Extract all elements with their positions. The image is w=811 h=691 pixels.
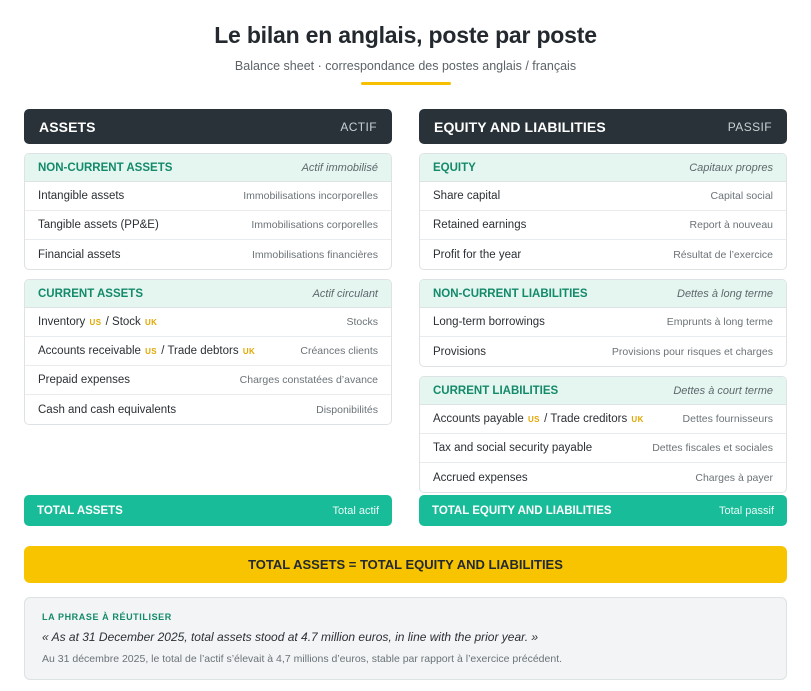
row-fr: Dettes fournisseurs (682, 413, 773, 425)
assets-column (24, 109, 392, 425)
table-row (25, 240, 391, 269)
total-assets-label: TOTAL ASSETS (37, 504, 123, 517)
row-en-us: Accounts payable (433, 413, 524, 425)
table-row (420, 434, 786, 463)
section-header (420, 154, 786, 182)
equity-liabilities-header-fr: PASSIF (727, 119, 772, 134)
uk-tag: UK (631, 414, 644, 424)
phrase-french: Au 31 décembre 2025, le total de l’actif s’élevait à 4,7 millions d’euros, stable par rapport à l’exercice précédent. (42, 653, 563, 665)
us-tag: US (89, 317, 102, 327)
row-en: Retained earnings (433, 219, 527, 231)
uk-tag: UK (242, 346, 256, 356)
phrase-label: LA PHRASE À RÉUTILISER (42, 612, 172, 622)
row-fr: Résultat de l’exercice (673, 248, 773, 261)
table-row (420, 240, 786, 269)
row-fr: Charges à payer (695, 471, 773, 484)
section-label-fr: Actif immobilisé (301, 161, 378, 174)
row-en-us: Inventory (38, 316, 86, 328)
section-label-fr: Capitaux propres (689, 161, 773, 174)
section-label: NON-CURRENT ASSETS (38, 161, 173, 174)
row-fr: Capital social (710, 190, 773, 202)
section-label-fr: Dettes à long terme (677, 287, 773, 300)
total-equity-liabilities-fr: Total passif (718, 504, 774, 517)
table-row (420, 405, 786, 434)
section-header (420, 377, 786, 405)
section-header (25, 280, 391, 308)
equity-liabilities-column (419, 109, 787, 493)
table-row (420, 337, 786, 366)
total-assets-bar (24, 495, 392, 526)
row-en-us: Accounts receivable (38, 345, 141, 357)
total-assets-fr: Total actif (332, 504, 379, 517)
accent-divider (361, 82, 451, 85)
us-tag: US (528, 414, 540, 424)
section-label-fr: Dettes à court terme (673, 384, 773, 397)
row-en: Cash and cash equivalents (38, 403, 177, 416)
row-fr: Immobilisations financières (251, 248, 378, 261)
row-en: Long-term borrowings (433, 316, 545, 328)
row-fr: Provisions pour risques et charges (611, 345, 773, 358)
total-equity-liabilities-bar (419, 495, 787, 526)
balance-equation: TOTAL ASSETS = TOTAL EQUITY AND LIABILITIES (24, 546, 787, 583)
row-fr: Report à nouveau (689, 219, 773, 231)
row-en: Accrued expenses (433, 471, 528, 484)
row-separator: / (540, 413, 551, 425)
row-fr: Stocks (346, 316, 378, 328)
row-en: Tangible assets (PP&E) (38, 219, 159, 231)
row-en (433, 413, 645, 425)
page-subtitle: Balance sheet · correspondance des postes anglais / français (234, 59, 577, 73)
row-en: Financial assets (38, 248, 121, 261)
row-en: Share capital (433, 190, 501, 202)
row-en: Provisions (433, 345, 487, 358)
row-en: Profit for the year (433, 248, 522, 261)
row-fr: Charges constatées d’avance (239, 374, 378, 386)
row-fr: Créances clients (300, 345, 378, 357)
row-en: Tax and social security payable (433, 442, 593, 454)
section-label: CURRENT LIABILITIES (433, 384, 559, 397)
table-row (25, 211, 391, 240)
row-en-uk: Stock (112, 316, 141, 328)
row-en (38, 345, 256, 357)
table-row (25, 308, 391, 337)
section-label: NON-CURRENT LIABILITIES (433, 287, 588, 300)
table-row (420, 182, 786, 211)
assets-header-fr: ACTIF (340, 119, 377, 134)
row-fr: Immobilisations incorporelles (243, 190, 378, 202)
row-fr: Disponibilités (316, 403, 378, 416)
table-row (25, 366, 391, 395)
us-tag: US (145, 346, 158, 356)
equity-liabilities-header-label: EQUITY AND LIABILITIES (434, 118, 606, 135)
page-title: Le bilan en anglais, poste par poste (214, 22, 597, 48)
assets-header-label: ASSETS (39, 118, 96, 135)
page-header (0, 22, 811, 85)
table-row (25, 337, 391, 366)
non-current-liabilities-section (419, 279, 787, 367)
reusable-phrase-box (24, 597, 787, 680)
row-fr: Dettes fiscales et sociales (652, 442, 773, 454)
row-en (38, 316, 158, 328)
row-en: Intangible assets (38, 190, 125, 202)
section-header (420, 280, 786, 308)
table-row (420, 463, 786, 492)
section-header (25, 154, 391, 182)
table-row (25, 395, 391, 424)
section-label: CURRENT ASSETS (38, 287, 143, 300)
row-en: Prepaid expenses (38, 374, 131, 386)
current-assets-section (24, 279, 392, 425)
phrase-english: « As at 31 December 2025, total assets stood at 4.7 million euros, in line with the prior year. » (42, 630, 539, 644)
non-current-assets-section (24, 153, 392, 270)
current-liabilities-section (419, 376, 787, 493)
table-row (420, 308, 786, 337)
total-equity-liabilities-label: TOTAL EQUITY AND LIABILITIES (432, 504, 612, 517)
row-en-uk: Trade debtors (167, 345, 239, 357)
section-label: EQUITY (433, 161, 476, 174)
row-fr: Immobilisations corporelles (251, 219, 378, 231)
row-fr: Emprunts à long terme (666, 316, 773, 328)
table-row (420, 211, 786, 240)
equity-section (419, 153, 787, 270)
uk-tag: UK (145, 317, 158, 327)
section-label-fr: Actif circulant (312, 287, 378, 300)
row-separator: / (158, 345, 168, 357)
table-row (25, 182, 391, 211)
assets-header (24, 109, 392, 144)
row-separator: / (102, 316, 113, 328)
row-en-uk: Trade creditors (550, 413, 628, 425)
equity-liabilities-header (419, 109, 787, 144)
